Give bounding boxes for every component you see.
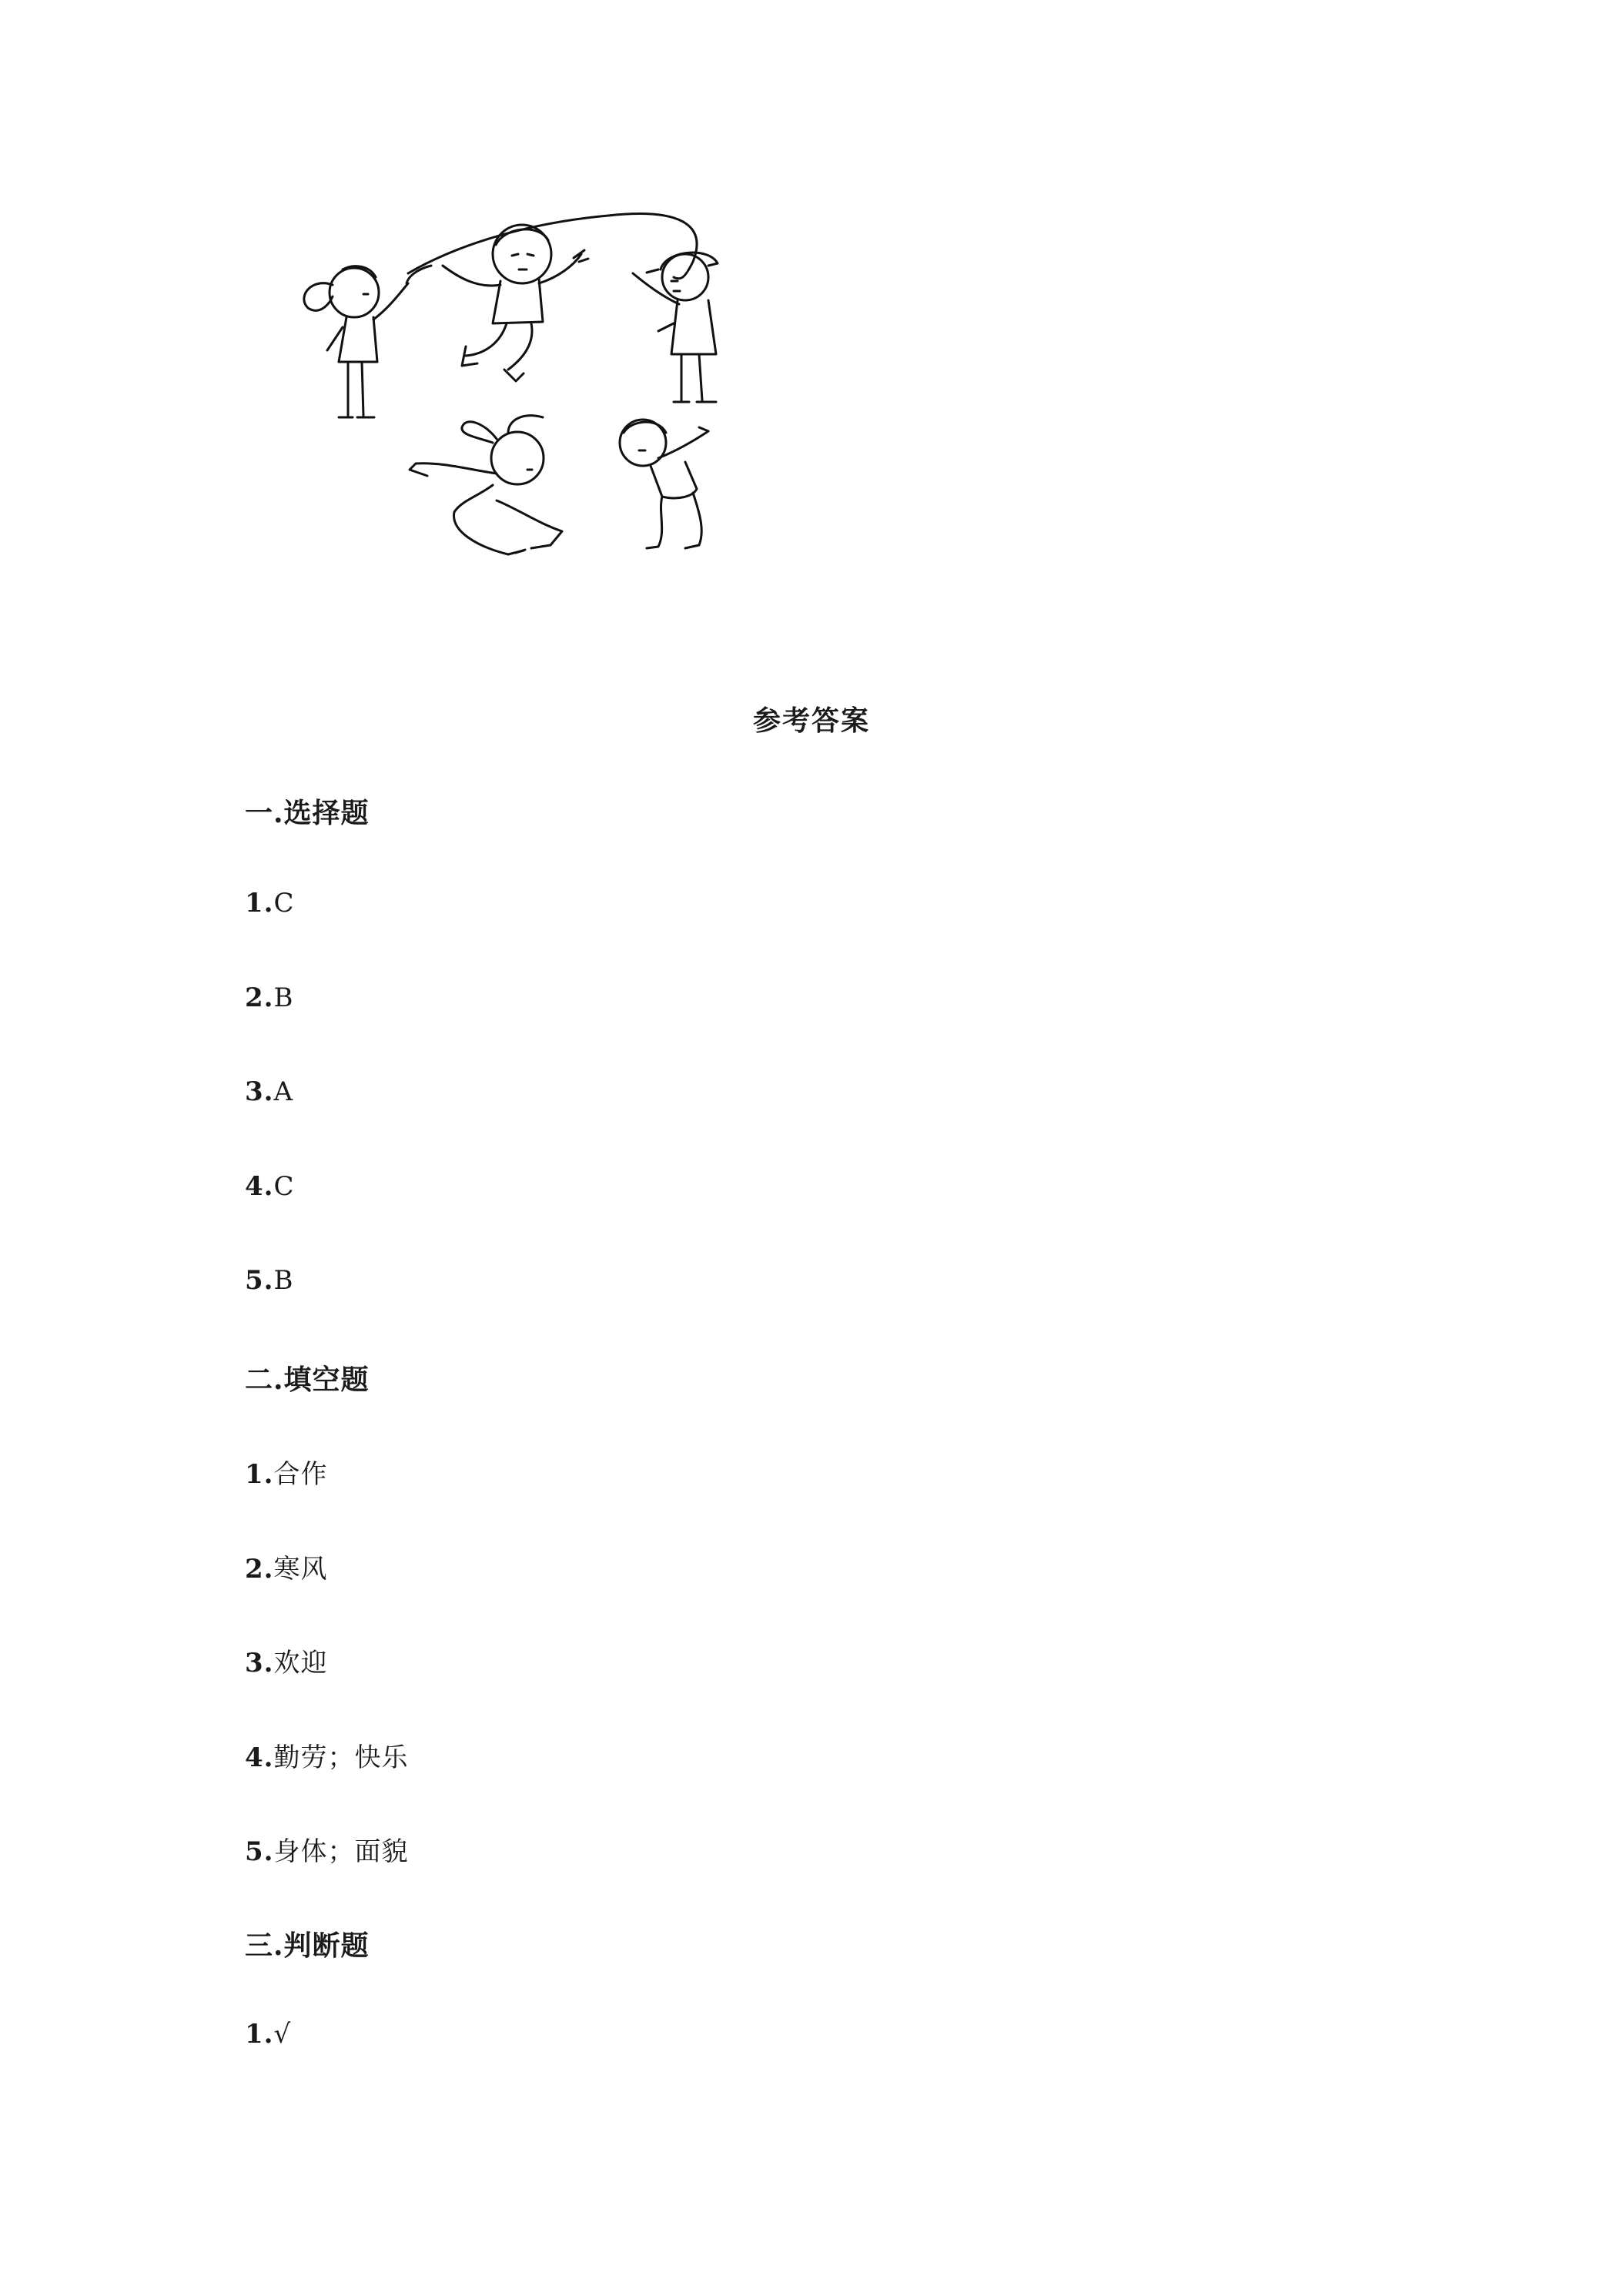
answer-item: 5.身体；面貌 [245,1836,409,1867]
answer-item: 5.B [245,1265,294,1296]
answer-item: 2.寒风 [245,1554,328,1585]
page-title: 参考答案 [752,705,870,737]
answer-item: 3.A [245,1076,294,1107]
section-heading-fill-blank: 二.填空题 [245,1364,370,1396]
answer-item: 1.C [245,888,295,919]
answer-item: 1.合作 [245,1459,328,1490]
answer-item: 2.B [245,982,294,1013]
answer-item: 4.勤劳；快乐 [245,1742,409,1773]
section-heading-choice: 一.选择题 [245,797,370,829]
answer-item: 3.欢迎 [245,1648,328,1678]
answer-item: 4.C [245,1171,295,1202]
answer-item: 1.√ [245,2019,292,2050]
section-heading-true-false: 三.判断题 [245,1930,370,1962]
children-playing-illustration [277,192,801,624]
